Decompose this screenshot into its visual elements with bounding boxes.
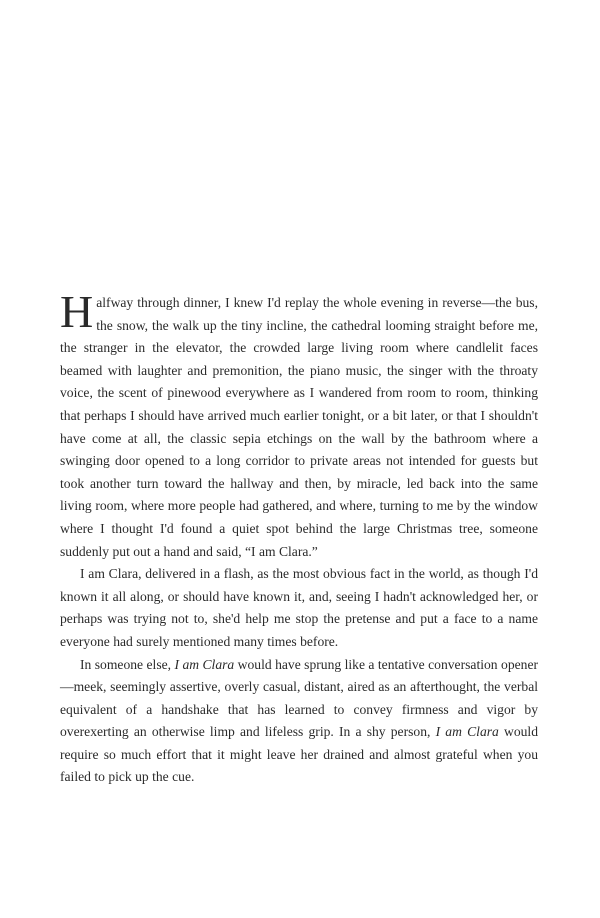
paragraph-3 <box>60 654 538 790</box>
paragraph-3-text-b: would have sprung like a tentative conversation opener—meek, seemingly assertive, overly casual, distant, aired as an afterthought, the verbal equivalent of a handshake that has learned to convey firmness and vigor by overexerting an otherwise limp and lifeless grip. In a shy person, <box>60 656 539 740</box>
paragraph-3-emphasis-1: I am Clara <box>174 656 235 672</box>
drop-cap: H <box>60 286 94 337</box>
paragraph-3-text-a: In someone else, <box>80 656 175 672</box>
paragraph-3-emphasis-2: I am Clara <box>435 724 499 740</box>
paragraph-3-text-c: would require so much effort that it might leave her drained and almost grateful when you failed to pick up the cue. <box>60 724 538 785</box>
paragraph-1-text: alfway through dinner, I knew I'd replay the whole evening in reverse—the bus, the snow, the walk up the tiny incline, the cathedral looming straight before me, the stranger in the elevator, the crowded large living room where candlelit faces beamed with laughter and premonition, the piano music, the singer with the throaty voice, the scent of pinewood everywhere as I wandered from room to room, thinking that perhaps I should have arrived much earlier tonight, or a bit later, or that I shouldn't have come at all, the classic sepia etchings on the wall by the bathroom where a swinging door opened to a long corridor to private areas not intended for guests but took another turn toward the hallway and then, by miracle, led back into the same living room, where more people had gathered, and where, turning to me by the window where I thought I'd found a quiet spot behind the large Christmas tree, someone suddenly put out a hand and said, “I am Clara.” <box>60 295 538 559</box>
page-body <box>60 286 539 789</box>
paragraph-2: I am Clara, delivered in a flash, as the most obvious fact in the world, as though I'd known it all along, or should have known it, and, seeing I hadn't acknowledged her, or perhaps was trying not to, she'd help me stop the pretense and put a face to a name everyone had surely mentioned many times before. <box>60 566 538 649</box>
paragraph-1 <box>60 286 538 563</box>
